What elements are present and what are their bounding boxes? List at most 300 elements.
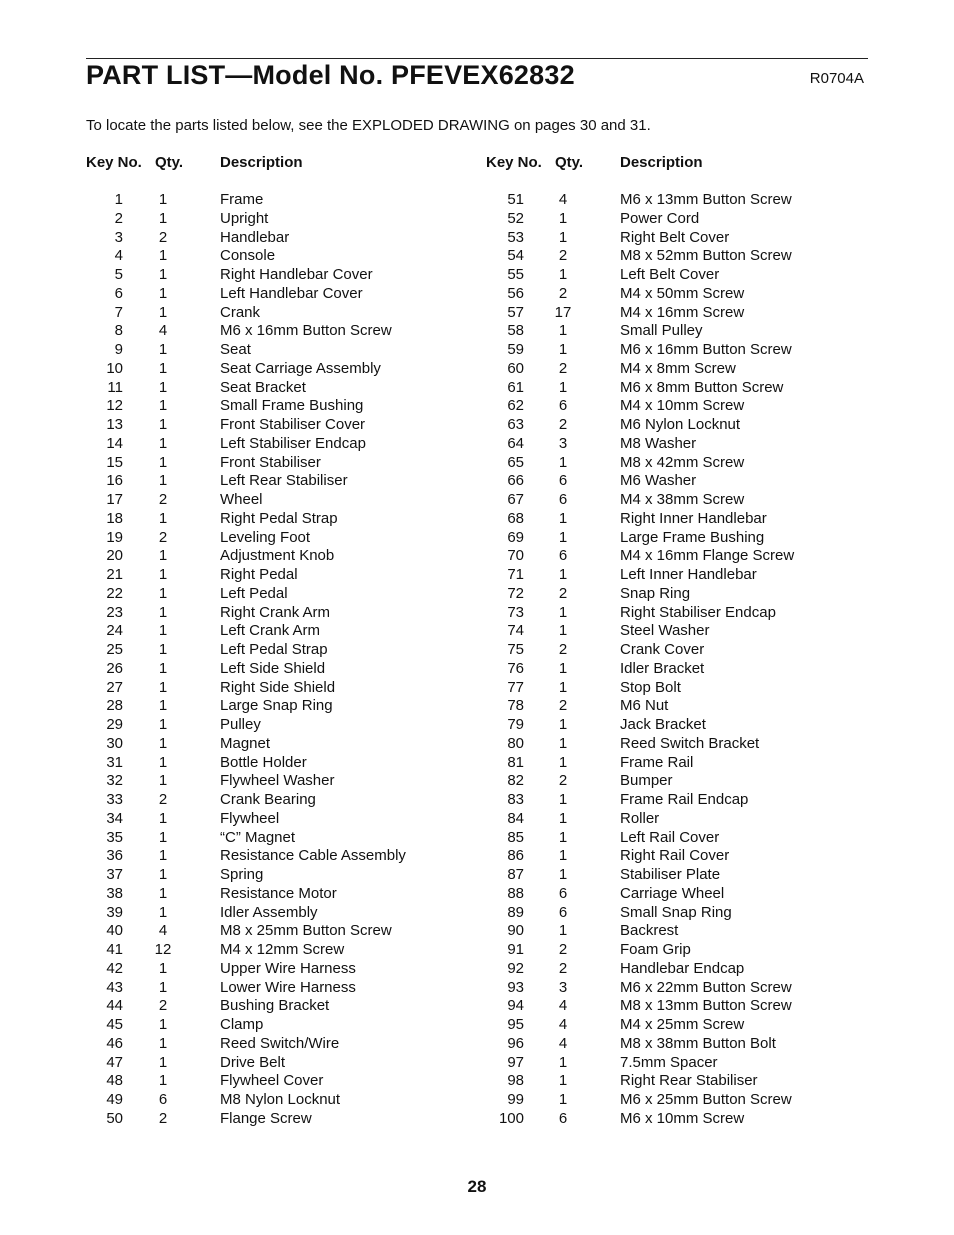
part-description: Pulley <box>220 716 261 733</box>
part-description: Seat Bracket <box>220 378 306 396</box>
part-description: M4 x 38mm Screw <box>620 491 745 508</box>
part-key-no: 80 <box>507 734 524 752</box>
part-row <box>486 960 868 979</box>
part-description: Front Stabiliser <box>220 453 321 471</box>
part-row <box>486 285 868 304</box>
part-description: Stop Bolt <box>620 678 681 696</box>
part-key-no: 52 <box>507 209 524 227</box>
part-row <box>86 360 466 379</box>
part-row <box>86 1016 466 1035</box>
part-row <box>86 1072 466 1091</box>
part-key-no: 73 <box>507 603 524 621</box>
part-row <box>86 322 466 341</box>
part-qty: 2 <box>558 247 568 265</box>
part-qty: 2 <box>558 941 568 958</box>
part-row <box>486 360 868 379</box>
part-qty: 1 <box>158 566 168 583</box>
part-row <box>86 247 466 266</box>
part-row <box>86 341 466 360</box>
part-description: Right Belt Cover <box>620 228 730 246</box>
part-qty: 4 <box>158 322 168 340</box>
part-row <box>86 979 466 998</box>
part-description: Resistance Cable Assembly <box>220 847 406 865</box>
part-description: Crank <box>220 303 261 321</box>
part-description: M6 Washer <box>620 472 697 490</box>
part-qty: 1 <box>558 528 568 546</box>
part-description: Drive Belt <box>220 1053 286 1071</box>
part-key-no: 87 <box>507 866 524 883</box>
part-description: Lower Wire Harness <box>220 978 356 996</box>
part-row <box>486 941 868 960</box>
part-qty: 1 <box>158 1016 168 1033</box>
part-key-no: 76 <box>507 659 524 677</box>
part-qty: 2 <box>158 228 168 246</box>
part-key-no: 31 <box>106 753 123 771</box>
header-description: Description <box>220 154 303 171</box>
part-row <box>486 1110 868 1129</box>
intro-text: To locate the parts listed below, see the EXPLODED DRAWING on pages 30 and 31. <box>86 117 651 134</box>
part-description: Foam Grip <box>620 941 691 958</box>
part-key-no: 91 <box>507 941 524 958</box>
part-description: M8 x 13mm Button Screw <box>620 997 792 1015</box>
header-qty: Qty. <box>555 154 584 171</box>
part-qty: 1 <box>158 284 168 302</box>
part-key-no: 46 <box>106 1034 123 1052</box>
part-description: M4 x 50mm Screw <box>620 284 745 302</box>
part-qty: 4 <box>158 922 168 940</box>
part-qty: 1 <box>158 809 168 827</box>
part-description: Seat Carriage Assembly <box>220 359 381 377</box>
part-row <box>86 397 466 416</box>
part-row <box>486 697 868 716</box>
part-description: Frame Rail <box>620 753 694 771</box>
part-key-no: 39 <box>106 903 123 921</box>
part-qty: 1 <box>158 209 168 227</box>
part-row <box>486 885 868 904</box>
part-key-no: 88 <box>507 884 524 902</box>
part-description: Front Stabiliser Cover <box>220 416 366 433</box>
part-row <box>86 679 466 698</box>
part-qty: 1 <box>158 547 168 565</box>
part-description: M4 x 8mm Screw <box>620 359 736 377</box>
part-description: Left Pedal Strap <box>220 641 328 658</box>
part-qty: 1 <box>158 959 168 977</box>
part-row <box>86 810 466 829</box>
part-key-no: 57 <box>507 303 524 321</box>
part-row <box>486 210 868 229</box>
part-qty: 1 <box>558 509 568 527</box>
part-description: Upright <box>220 209 269 227</box>
part-key-no: 33 <box>106 791 123 808</box>
part-key-no: 54 <box>507 247 524 265</box>
part-qty: 2 <box>558 284 568 302</box>
part-row <box>86 622 466 641</box>
part-qty: 1 <box>158 341 168 358</box>
part-qty: 4 <box>558 1034 568 1052</box>
part-qty: 1 <box>158 734 168 752</box>
part-row <box>486 1072 868 1091</box>
part-description: 7.5mm Spacer <box>620 1053 718 1071</box>
part-description: Right Handlebar Cover <box>220 266 373 283</box>
part-description: Small Snap Ring <box>620 903 732 921</box>
part-key-no: 77 <box>507 678 524 696</box>
part-qty: 1 <box>558 228 568 246</box>
part-description: Idler Assembly <box>220 903 318 921</box>
part-description: Small Pulley <box>620 322 703 340</box>
part-row <box>486 491 868 510</box>
part-row <box>486 997 868 1016</box>
part-row <box>86 829 466 848</box>
part-description: Reed Switch/Wire <box>220 1034 340 1052</box>
part-description: Left Rear Stabiliser <box>220 472 348 490</box>
part-row <box>86 866 466 885</box>
part-row <box>486 829 868 848</box>
part-key-no: 45 <box>106 1016 123 1033</box>
part-row <box>486 735 868 754</box>
part-qty: 1 <box>158 416 168 433</box>
part-row <box>486 247 868 266</box>
part-qty: 1 <box>158 472 168 490</box>
part-qty: 3 <box>558 978 568 996</box>
part-key-no: 36 <box>106 847 123 865</box>
part-qty: 1 <box>558 716 568 733</box>
part-row <box>86 772 466 791</box>
part-description: Left Stabiliser Endcap <box>220 434 366 452</box>
part-description: Leveling Foot <box>220 528 311 546</box>
part-description: Crank Bearing <box>220 791 316 808</box>
part-key-no: 48 <box>106 1072 123 1090</box>
part-row <box>486 566 868 585</box>
part-qty: 1 <box>558 791 568 808</box>
part-key-no: 83 <box>507 791 524 808</box>
part-qty: 2 <box>158 491 168 508</box>
part-qty: 1 <box>158 509 168 527</box>
part-description: Carriage Wheel <box>620 884 725 902</box>
part-qty: 1 <box>158 903 168 921</box>
part-description: Frame Rail Endcap <box>620 791 749 808</box>
part-description: M4 x 25mm Screw <box>620 1016 745 1033</box>
part-qty: 1 <box>158 1034 168 1052</box>
part-key-no: 64 <box>507 434 524 452</box>
part-key-no: 26 <box>106 659 123 677</box>
part-row <box>86 229 466 248</box>
part-key-no: 94 <box>507 997 524 1015</box>
part-row <box>486 472 868 491</box>
part-key-no: 97 <box>507 1053 524 1071</box>
part-description: Stabiliser Plate <box>620 866 721 883</box>
part-key-no: 49 <box>106 1091 123 1108</box>
part-key-no: 96 <box>507 1034 524 1052</box>
part-key-no: 10 <box>106 359 123 377</box>
part-key-no: 12 <box>106 397 123 415</box>
part-description: Spring <box>220 866 264 883</box>
part-row <box>86 697 466 716</box>
part-row <box>486 435 868 454</box>
part-row <box>86 904 466 923</box>
part-qty: 1 <box>558 828 568 846</box>
part-qty: 1 <box>558 603 568 621</box>
part-description: M6 x 8mm Button Screw <box>620 378 784 396</box>
part-row <box>486 547 868 566</box>
part-row <box>486 716 868 735</box>
part-row <box>86 1054 466 1073</box>
part-qty: 1 <box>558 734 568 752</box>
part-key-no: 65 <box>507 453 524 471</box>
part-description: Left Rail Cover <box>620 828 720 846</box>
part-description: M6 x 16mm Button Screw <box>620 341 792 358</box>
part-key-no: 56 <box>507 284 524 302</box>
part-row <box>486 904 868 923</box>
part-qty: 1 <box>558 1091 568 1108</box>
part-qty: 1 <box>558 866 568 883</box>
part-key-no: 22 <box>106 584 123 602</box>
part-row <box>486 1054 868 1073</box>
part-row <box>86 191 466 210</box>
part-description: “C” Magnet <box>220 828 296 846</box>
part-row <box>86 454 466 473</box>
part-description: Bushing Bracket <box>220 997 330 1015</box>
part-row <box>86 716 466 735</box>
part-row <box>86 416 466 435</box>
part-row <box>86 304 466 323</box>
part-qty: 1 <box>158 622 168 640</box>
part-key-no: 47 <box>106 1053 123 1071</box>
part-description: Power Cord <box>620 209 700 227</box>
part-key-no: 78 <box>507 697 524 715</box>
part-key-no: 74 <box>507 622 524 640</box>
part-key-no: 20 <box>106 547 123 565</box>
part-row <box>86 754 466 773</box>
part-qty: 1 <box>558 678 568 696</box>
part-key-no: 24 <box>106 622 123 640</box>
part-qty: 1 <box>158 641 168 658</box>
parts-rows <box>86 191 466 1129</box>
part-description: Right Stabiliser Endcap <box>620 603 776 621</box>
part-qty: 1 <box>558 659 568 677</box>
page-number: 28 <box>467 1177 487 1196</box>
part-description: Crank Cover <box>620 641 705 658</box>
part-row <box>486 379 868 398</box>
part-qty: 1 <box>558 1072 568 1090</box>
part-description: Left Pedal <box>220 584 288 602</box>
part-description: Flange Screw <box>220 1109 312 1127</box>
part-description: Flywheel Cover <box>220 1072 324 1090</box>
part-key-no: 19 <box>106 528 123 546</box>
part-key-no: 63 <box>507 416 524 433</box>
part-description: M8 x 38mm Button Bolt <box>620 1034 776 1052</box>
part-qty: 1 <box>158 866 168 883</box>
part-description: Left Handlebar Cover <box>220 284 363 302</box>
part-row <box>486 772 868 791</box>
part-key-no: 44 <box>106 997 123 1015</box>
part-row <box>86 547 466 566</box>
part-key-no: 32 <box>106 772 123 790</box>
part-qty: 1 <box>158 659 168 677</box>
part-description: Upper Wire Harness <box>220 959 356 977</box>
part-description: Left Belt Cover <box>620 266 720 283</box>
part-key-no: 16 <box>106 472 123 490</box>
page-title: PART LIST—Model No. PFEVEX62832 <box>86 60 575 90</box>
part-qty: 1 <box>158 266 168 283</box>
part-key-no: 41 <box>106 941 123 958</box>
part-description: M6 x 16mm Button Screw <box>220 322 392 340</box>
part-description: Left Side Shield <box>220 659 326 677</box>
part-description: Flywheel <box>220 809 280 827</box>
part-description: M8 Washer <box>620 434 697 452</box>
part-description: Bumper <box>620 772 673 790</box>
part-qty: 6 <box>558 491 568 508</box>
part-key-no: 82 <box>507 772 524 790</box>
part-key-no: 27 <box>106 678 123 696</box>
part-key-no: 86 <box>507 847 524 865</box>
part-key-no: 69 <box>507 528 524 546</box>
part-qty: 1 <box>558 266 568 283</box>
part-qty: 4 <box>558 997 568 1015</box>
part-qty: 1 <box>558 209 568 227</box>
part-key-no: 14 <box>106 434 123 452</box>
part-qty: 2 <box>558 772 568 790</box>
column-headers <box>486 154 868 174</box>
part-qty: 1 <box>558 566 568 583</box>
part-key-no: 98 <box>507 1072 524 1090</box>
part-key-no: 53 <box>507 228 524 246</box>
part-row <box>86 604 466 623</box>
part-description: Flywheel Washer <box>220 772 335 790</box>
part-description: Jack Bracket <box>620 716 706 733</box>
part-row <box>86 491 466 510</box>
part-row <box>86 510 466 529</box>
part-key-no: 58 <box>507 322 524 340</box>
part-qty: 1 <box>558 322 568 340</box>
part-description: M6 x 25mm Button Screw <box>620 1091 792 1108</box>
part-qty: 1 <box>158 828 168 846</box>
part-qty: 1 <box>558 1053 568 1071</box>
part-qty: 1 <box>158 397 168 415</box>
part-qty: 1 <box>558 453 568 471</box>
part-key-no: 85 <box>507 828 524 846</box>
part-key-no: 9 <box>114 341 123 358</box>
part-row <box>86 566 466 585</box>
part-qty: 12 <box>154 941 172 958</box>
part-row <box>486 622 868 641</box>
part-description: Right Pedal Strap <box>220 509 338 527</box>
header-qty: Qty. <box>155 154 184 171</box>
part-qty: 1 <box>158 434 168 452</box>
part-key-no: 21 <box>106 566 123 583</box>
part-description: M6 Nylon Locknut <box>620 416 741 433</box>
part-row <box>86 941 466 960</box>
part-qty: 1 <box>158 247 168 265</box>
part-key-no: 3 <box>114 228 123 246</box>
part-key-no: 90 <box>507 922 524 940</box>
part-row <box>486 847 868 866</box>
part-description: M6 x 13mm Button Screw <box>620 191 792 208</box>
part-key-no: 50 <box>106 1109 123 1127</box>
part-description: Idler Bracket <box>620 659 705 677</box>
part-key-no: 93 <box>507 978 524 996</box>
part-description: M6 x 10mm Screw <box>620 1109 745 1127</box>
parts-column-left <box>86 154 466 1127</box>
part-qty: 2 <box>558 584 568 602</box>
part-row <box>486 397 868 416</box>
part-qty: 2 <box>558 359 568 377</box>
part-row <box>86 885 466 904</box>
part-description: Small Frame Bushing <box>220 397 364 415</box>
part-description: Right Rear Stabiliser <box>620 1072 758 1090</box>
part-qty: 1 <box>558 922 568 940</box>
part-qty: 1 <box>158 1053 168 1071</box>
part-qty: 2 <box>558 697 568 715</box>
part-key-no: 60 <box>507 359 524 377</box>
part-row <box>86 922 466 941</box>
part-description: M8 x 52mm Button Screw <box>620 247 792 265</box>
part-qty: 2 <box>158 528 168 546</box>
part-qty: 1 <box>558 809 568 827</box>
part-key-no: 66 <box>507 472 524 490</box>
part-key-no: 100 <box>498 1109 524 1127</box>
part-row <box>86 529 466 548</box>
part-description: Right Pedal <box>220 566 298 583</box>
part-key-no: 43 <box>106 978 123 996</box>
part-row <box>86 960 466 979</box>
part-description: Resistance Motor <box>220 884 337 902</box>
part-qty: 1 <box>558 341 568 358</box>
parts-rows <box>486 191 868 1129</box>
part-description: M4 x 10mm Screw <box>620 397 745 415</box>
part-key-no: 81 <box>507 753 524 771</box>
part-qty: 1 <box>158 584 168 602</box>
part-row <box>86 210 466 229</box>
part-qty: 1 <box>158 678 168 696</box>
part-key-no: 40 <box>106 922 123 940</box>
part-row <box>86 735 466 754</box>
part-row <box>486 1091 868 1110</box>
part-row <box>486 229 868 248</box>
part-key-no: 15 <box>106 453 123 471</box>
part-row <box>486 922 868 941</box>
part-qty: 6 <box>558 903 568 921</box>
part-qty: 1 <box>158 847 168 865</box>
part-qty: 6 <box>558 397 568 415</box>
part-row <box>486 510 868 529</box>
part-row <box>486 454 868 473</box>
part-row <box>486 191 868 210</box>
part-row <box>86 266 466 285</box>
part-qty: 1 <box>158 453 168 471</box>
part-description: M4 x 16mm Flange Screw <box>620 547 795 565</box>
part-description: Magnet <box>220 734 271 752</box>
part-key-no: 79 <box>507 716 524 733</box>
part-description: Left Crank Arm <box>220 622 321 640</box>
part-description: Steel Washer <box>620 622 710 640</box>
part-qty: 6 <box>558 472 568 490</box>
part-description: Left Inner Handlebar <box>620 566 757 583</box>
part-key-no: 29 <box>106 716 123 733</box>
part-qty: 6 <box>558 884 568 902</box>
part-description: M8 x 42mm Screw <box>620 453 745 471</box>
part-key-no: 34 <box>106 809 123 827</box>
part-key-no: 42 <box>106 959 123 977</box>
part-row <box>486 604 868 623</box>
part-qty: 1 <box>158 191 168 208</box>
part-key-no: 61 <box>507 378 524 396</box>
part-row <box>486 660 868 679</box>
part-row <box>486 322 868 341</box>
part-row <box>86 1110 466 1129</box>
part-key-no: 37 <box>106 866 123 883</box>
part-description: Large Snap Ring <box>220 697 333 715</box>
part-key-no: 72 <box>507 584 524 602</box>
